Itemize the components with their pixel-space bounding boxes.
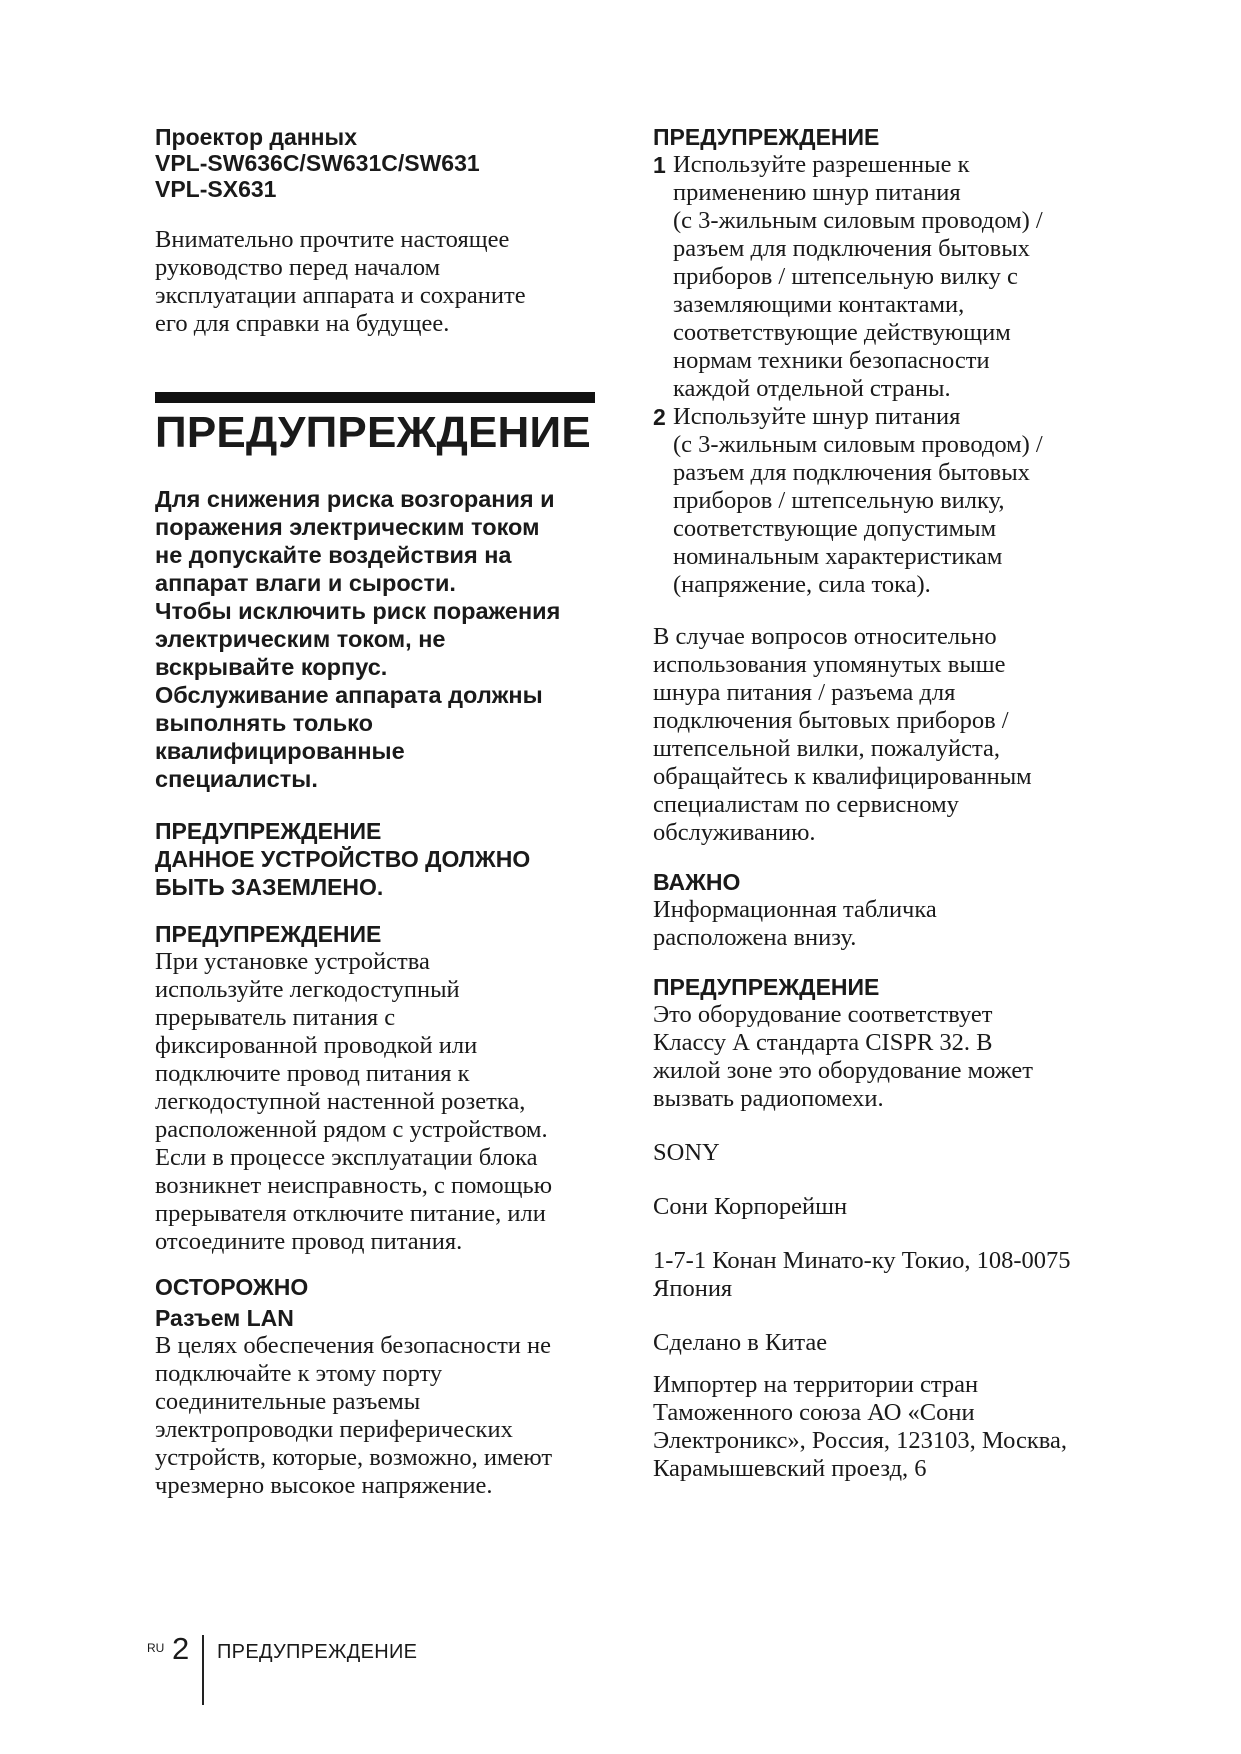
warning-line: не допускайте воздействия на [155,542,512,568]
list-number: 2 [653,404,666,430]
footer-divider [202,1635,204,1705]
cord-item-line: нормам техники безопасности [673,347,990,374]
company-name: Сони Корпорейшн [653,1193,848,1220]
warning-line: вскрывайте корпус. [155,654,388,680]
intro-line: руководство перед началом [155,254,441,281]
intro-line: его для справки на будущее. [155,310,450,337]
warning-line: поражения электрическим током [155,514,540,540]
cord-item-line: (с 3-жильным силовым проводом) / [673,207,1043,234]
warning-line: специалисты. [155,766,318,792]
important-heading: ВАЖНО [653,869,741,895]
importer-line: Карамышевский проезд, 6 [653,1455,927,1482]
important-line: расположена внизу. [653,924,857,951]
cord-list-item [653,403,1093,599]
cord-questions-paragraph [653,623,1093,847]
cord-questions-line: подключения бытовых приборов / [653,707,1009,734]
product-title-line: Проектор данных [155,124,357,150]
importer-line: Таможенного союза АО «Сони [653,1399,975,1426]
ground-warning [155,817,595,901]
cord-questions-line: использования упомянутых выше [653,651,1006,678]
address-line: 1-7-1 Конан Минато-ку Токио, 108-0075 [653,1247,1071,1274]
cord-item-line: разъем для подключения бытовых [673,459,1030,486]
right-column [653,124,1093,1483]
intro-paragraph [155,226,595,338]
cord-item-line: приборов / штепсельную вилку, [673,487,1005,514]
breaker-paragraph [155,948,595,1256]
cispr-line: Это оборудование соответствует [653,1001,993,1028]
lan-line: соединительные разъемы [155,1388,421,1415]
cord-questions-line: специалистам по сервисному [653,791,959,818]
cord-heading: ПРЕДУПРЕЖДЕНИЕ [653,124,880,150]
breaker-line: используйте легкодоступный [155,976,460,1003]
list-item-body [673,403,1093,599]
cord-item-line: применению шнур питания [673,179,961,206]
intro-line: эксплуатации аппарата и сохраните [155,282,526,309]
cord-item-line: (напряжение, сила тока). [673,571,931,598]
ground-warning-line: ДАННОЕ УСТРОЙСТВО ДОЛЖНО [155,846,531,872]
address-line: Япония [653,1275,733,1302]
cord-item-line: соответствующие допустимым [673,515,997,542]
cord-item-line: заземляющими контактами, [673,291,965,318]
breaker-line: подключите провод питания к [155,1060,470,1087]
importer-line: Электроникс», Россия, 123103, Москва, [653,1427,1067,1454]
language-code: RU [147,1641,165,1655]
cord-item-line: номинальным характеристикам [673,543,1003,570]
cord-item-line: разъем для подключения бытовых [673,235,1030,262]
product-title-line: VPL-SW636C/SW631C/SW631 [155,150,480,176]
lan-line: чрезмерно высокое напряжение. [155,1472,493,1499]
lan-heading: Разъем LAN [155,1305,294,1331]
product-title [155,124,595,202]
made-in: Сделано в Китае [653,1329,828,1356]
fire-shock-warning [155,485,595,793]
lan-line: электропроводки периферических [155,1416,513,1443]
cispr-line: вызвать радиопомехи. [653,1085,884,1112]
warning-line: аппарат влаги и сырости. [155,570,456,596]
lan-line: устройств, которые, возможно, имеют [155,1444,553,1471]
lan-line: В целях обеспечения безопасности не [155,1332,551,1359]
cord-list-item [653,151,1093,403]
cispr-line: Классу А стандарта CISPR 32. В [653,1029,993,1056]
cord-questions-line: обращайтесь к квалифицированным [653,763,1032,790]
breaker-line: отсоедините провод питания. [155,1228,463,1255]
ground-warning-line: ПРЕДУПРЕЖДЕНИЕ [155,818,382,844]
list-item-body [673,151,1093,403]
breaker-line: легкодоступной настенной розетка, [155,1088,526,1115]
footer-section-title: ПРЕДУПРЕЖДЕНИЕ [217,1641,418,1663]
title-rule [155,392,595,403]
cord-item-line: Используйте разрешенные к [673,151,970,178]
cispr-paragraph [653,1001,1093,1113]
cord-item-line: Используйте шнур питания [673,403,961,430]
breaker-line: возникнет неисправность, с помощью [155,1172,553,1199]
brand-name: SONY [653,1139,720,1166]
warning-line: Обслуживание аппарата должны [155,682,543,708]
breaker-line: расположенной рядом с устройством. [155,1116,548,1143]
lan-paragraph [155,1332,595,1500]
important-line: Информационная табличка [653,896,937,923]
cispr-heading: ПРЕДУПРЕЖДЕНИЕ [653,974,880,1000]
product-title-line: VPL-SX631 [155,176,277,202]
list-number: 1 [653,152,666,178]
cispr-line: жилой зоне это оборудование может [653,1057,1033,1084]
intro-line: Внимательно прочтите настоящее [155,226,510,253]
main-title: ПРЕДУПРЕЖДЕНИЕ [155,408,591,457]
warning-line: выполнять только [155,710,373,736]
cord-questions-line: обслуживанию. [653,819,816,846]
warning-line: Чтобы исключить риск поражения [155,598,561,624]
cord-questions-line: штепсельной вилки, пожалуйста, [653,735,1001,762]
cord-item-line: соответствующие действующим [673,319,1011,346]
cord-item-line: (с 3-жильным силовым проводом) / [673,431,1043,458]
breaker-line: Если в процессе эксплуатации блока [155,1144,538,1171]
cord-questions-line: шнура питания / разъема для [653,679,956,706]
breaker-line: фиксированной проводкой или [155,1032,478,1059]
warning-line: Для снижения риска возгорания и [155,486,555,512]
breaker-line: прерывателя отключите питание, или [155,1200,546,1227]
importer-info [653,1371,1093,1483]
address [653,1247,1093,1303]
caution-heading: ОСТОРОЖНО [155,1274,309,1300]
ground-warning-line: БЫТЬ ЗАЗЕМЛЕНО. [155,874,384,900]
cord-item-line: приборов / штепсельную вилку с [673,263,1018,290]
cord-item-line: каждой отдельной страны. [673,375,951,402]
breaker-line: прерыватель питания с [155,1004,396,1031]
page-number: 2 [172,1631,190,1666]
lan-line: подключайте к этому порту [155,1360,443,1387]
importer-line: Импортер на территории стран [653,1371,979,1398]
warning-line: квалифицированные [155,738,405,764]
breaker-heading: ПРЕДУПРЕЖДЕНИЕ [155,921,382,947]
warning-line: электрическим током, не [155,626,446,652]
important-paragraph [653,896,1093,952]
cord-questions-line: В случае вопросов относительно [653,623,997,650]
left-column [155,124,595,1500]
breaker-line: При установке устройства [155,948,430,975]
